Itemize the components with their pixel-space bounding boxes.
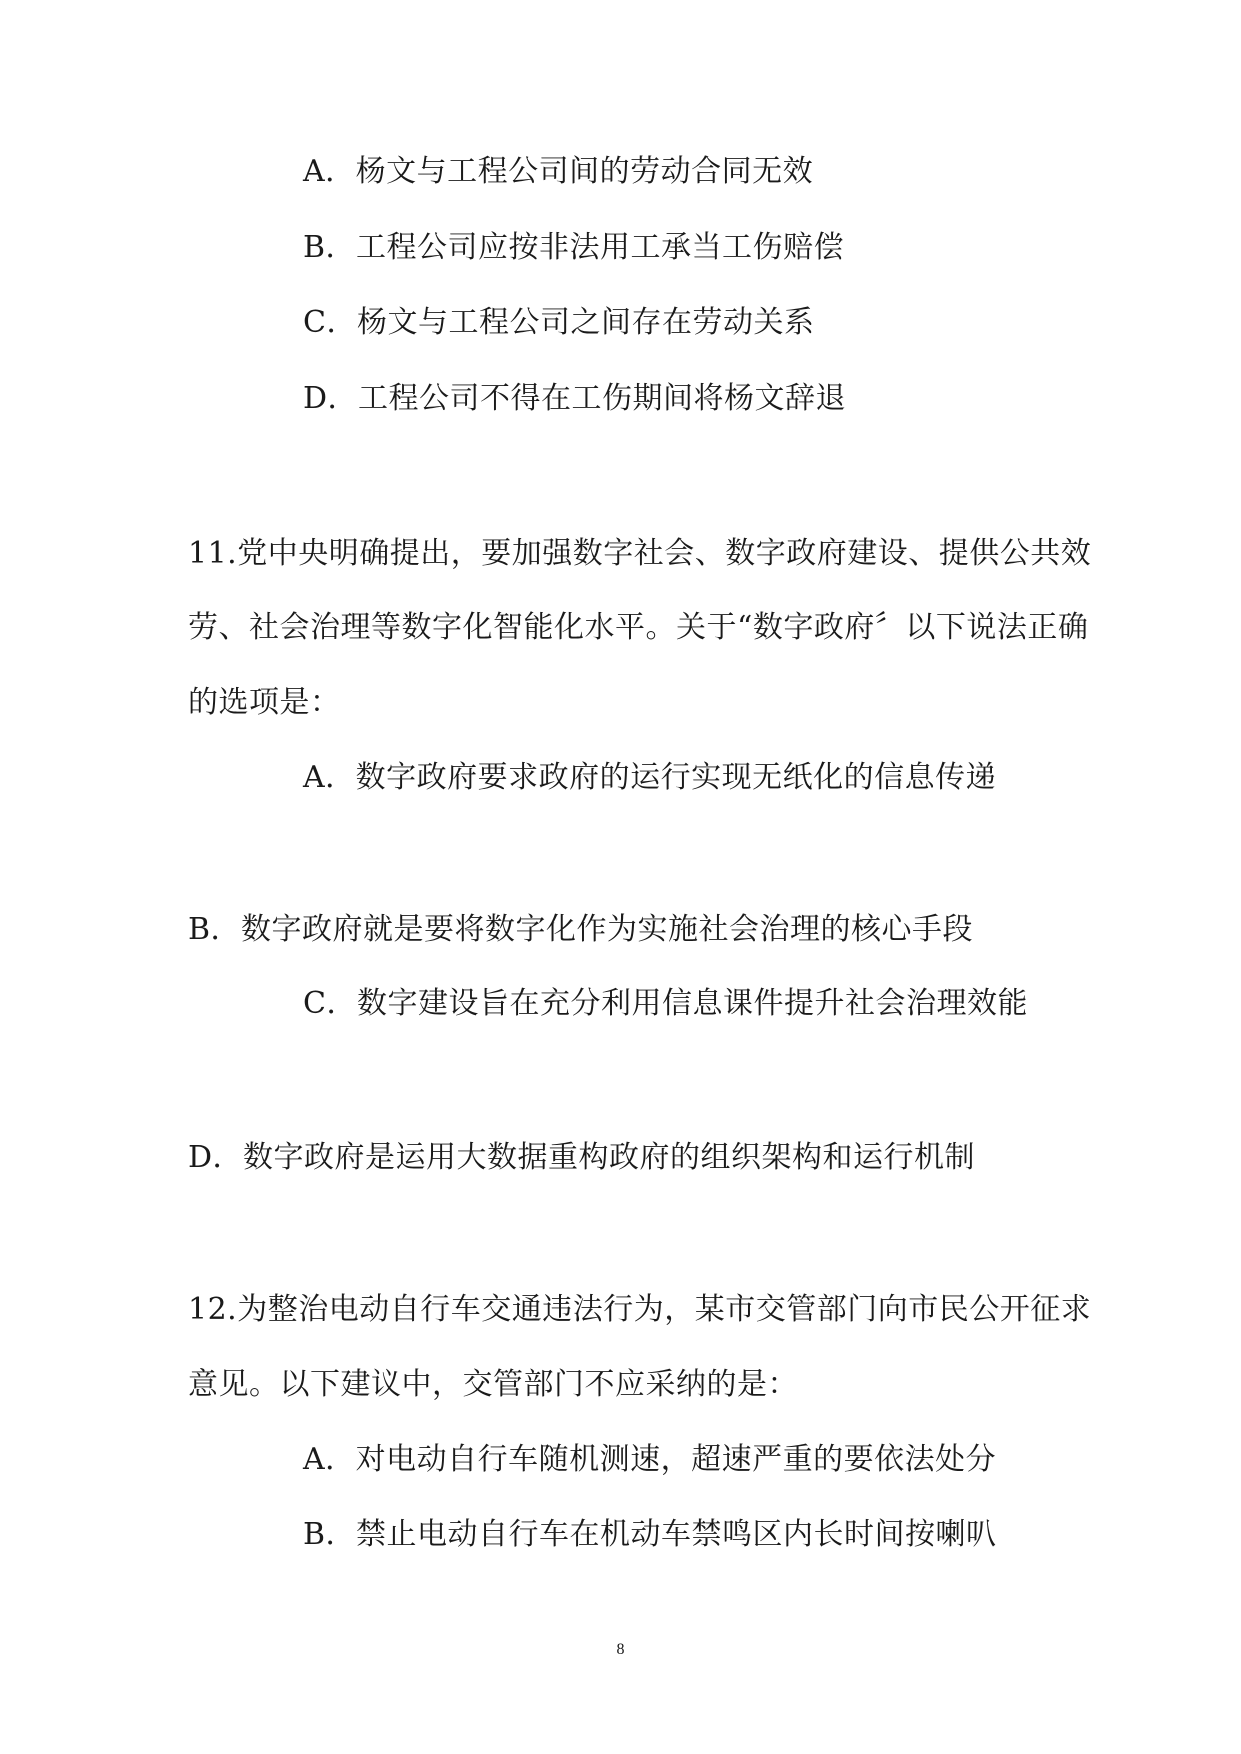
q10-option-b: B．工程公司应按非法用工承当工伤赔偿 [303,230,845,265]
q11-option-b: B．数字政府就是要将数字化作为实施社会治理的核心手段 [188,912,974,947]
q11-stem-line-3: 的选项是： [188,685,341,720]
q11-option-c: C．数字建设旨在充分利用信息课件提升社会治理效能 [303,986,1028,1021]
q12-stem-line-2: 意见。以下建议中，交管部门不应采纳的是： [188,1367,798,1402]
q10-option-d: D．工程公司不得在工伤期间将杨文辞退 [303,381,847,416]
q10-option-c: C．杨文与工程公司之间存在劳动关系 [303,305,815,340]
q12-option-a: A．对电动自行车随机测速，超速严重的要依法处分 [303,1442,997,1477]
q12-option-b: B．禁止电动自行车在机动车禁鸣区内长时间按喇叭 [303,1517,997,1552]
q12-stem-line-1: 12.为整治电动自行车交通违法行为，某市交管部门向市民公开征求 [188,1292,1092,1327]
q11-option-a: A．数字政府要求政府的运行实现无纸化的信息传递 [303,760,997,795]
q11-stem-line-2: 劳、社会治理等数字化智能化水平。关于“数字政府〞以下说法正确 [188,610,1089,645]
q11-option-d: D．数字政府是运用大数据重构政府的组织架构和运行机制 [188,1140,976,1175]
q11-stem-line-1: 11.党中央明确提出，要加强数字社会、数字政府建设、提供公共效 [188,536,1092,571]
q10-option-a: A．杨文与工程公司间的劳动合同无效 [303,154,814,189]
page-number: 8 [616,1641,625,1658]
